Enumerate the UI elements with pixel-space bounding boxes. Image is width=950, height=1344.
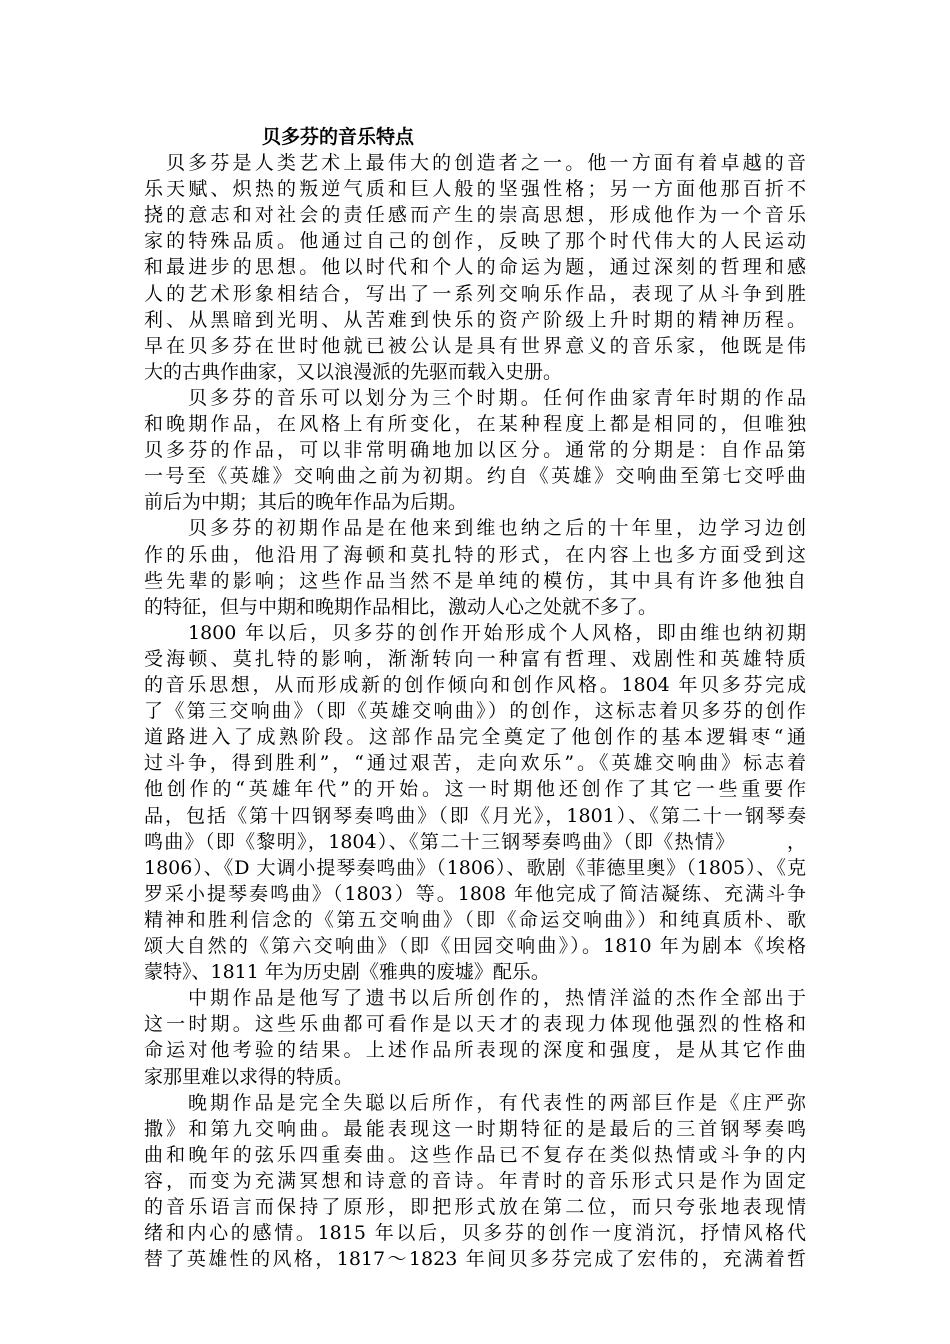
body-text-line: 些先辈的影响；这些作品当然不是单纯的模仿，其中具有许多他独自	[144, 569, 806, 592]
body-text-line: 人的艺术形象相结合，写出了一系列交响乐作品，表现了从斗争到胜	[144, 282, 806, 305]
body-text-line: 贝多芬的音乐可以划分为三个时期。任何作曲家青年时期的作品	[188, 386, 806, 409]
body-text-line: 罗采小提琴奏鸣曲》（1803）等。1808 年他完成了简洁凝练、充满斗争	[144, 882, 806, 905]
body-text-line: 的音乐思想，从而形成新的创作倾向和创作风格。1804 年贝多芬完成	[144, 674, 806, 696]
body-text-line: 曲和晚年的弦乐四重奏曲。这些作品已不复存在类似热情或斗争的内	[144, 1143, 806, 1166]
body-text-line: 受海顿、莫扎特的影响，渐渐转向一种富有哲理、戏剧性和英雄特质	[144, 647, 806, 670]
body-text-line: 早在贝多芬在世时他就已被公认是具有世界意义的音乐家，他既是伟	[144, 334, 806, 357]
body-text-line: 家的特殊品质。他通过自己的创作，反映了那个时代伟大的人民运动	[144, 230, 806, 253]
body-text-line: 替了英雄性的风格，1817～1823 年间贝多芬完成了宏伟的，充满着哲	[144, 1248, 806, 1271]
body-text-line: 撒》和第九交响曲。最能表现这一时期特征的是最后的三首钢琴奏鸣	[144, 1117, 806, 1140]
body-text-line: 命运对他考验的结果。上述作品所表现的深度和强度，是从其它作曲	[144, 1039, 806, 1062]
body-text-line: 家那里难以求得的特质。	[144, 1065, 354, 1088]
body-text-line: 贝多芬是人类艺术上最伟大的创造者之一。他一方面有着卓越的音	[166, 152, 806, 174]
body-text-line: 颂大自然的《第六交响曲》（即《田园交响曲》）。1810 年为剧本《埃格	[144, 935, 806, 957]
body-text-line: 容，而变为充满冥想和诗意的音诗。年青时的音乐形式只是作为固定	[144, 1169, 806, 1192]
body-text-line: 鸣曲》（即《黎明》，1804）、《第二十三钢琴奏鸣曲》（即《热情》 ，	[144, 830, 806, 853]
body-text-line: 过斗争，得到胜利”，“通过艰苦，走向欢乐”。《英雄交响曲》标志着	[144, 752, 806, 775]
body-text-line: 品，包括《第十四钢琴奏鸣曲》（即《月光》，1801）、《第二十一钢琴奏	[144, 804, 806, 827]
body-text-line: 他创作的“英雄年代”的开始。这一时期他还创作了其它一些重要作	[144, 778, 806, 801]
body-text-line: 精神和胜利信念的《第五交响曲》（即《命运交响曲》）和纯真质朴、歌	[144, 908, 806, 931]
body-text-line: 乐天赋、炽热的叛逆气质和巨人般的坚强性格；另一方面他那百折不	[144, 178, 806, 201]
body-text-line: 道路进入了成熟阶段。这部作品完全奠定了他创作的基本逻辑枣“通	[144, 726, 806, 749]
body-text-line: 挠的意志和对社会的责任感而产生的崇高思想，形成他作为一个音乐	[144, 204, 806, 227]
body-text-line: 的音乐语言而保持了原形，即把形式放在第二位，而只夸张地表现情	[144, 1196, 806, 1218]
body-text-line: 贝多芬的初期作品是在他来到维也纳之后的十年里，边学习边创	[188, 517, 806, 540]
body-text-line: 1800 年以后，贝多芬的创作开始形成个人风格，即由维也纳初期	[188, 621, 806, 644]
body-text-line: 作的乐曲，他沿用了海顿和莫扎特的形式，在内容上也多方面受到这	[144, 543, 806, 566]
body-text-line: 大的古典作曲家，又以浪漫派的先驱而载入史册。	[144, 360, 563, 383]
body-text-line: 前后为中期；其后的晚年作品为后期。	[144, 491, 468, 514]
body-text-line: 晚期作品是完全失聪以后所作，有代表性的两部巨作是《庄严弥	[188, 1091, 806, 1114]
body-text-line: 的特征，但与中期和晚期作品相比，激动人心之处就不多了。	[144, 595, 658, 618]
body-text-line: 贝多芬的作品，可以非常明确地加以区分。通常的分期是：自作品第	[144, 439, 806, 462]
body-text-line: 一号至《英雄》交响曲之前为初期。约自《英雄》交响曲至第七交呼曲	[144, 465, 806, 488]
body-text-line: 和最进步的思想。他以时代和个人的命运为题，通过深刻的哲理和感	[144, 256, 806, 279]
body-text-line: 中期作品是他写了遗书以后所创作的，热情洋溢的杰作全部出于	[188, 987, 806, 1010]
document-title: 贝多芬的音乐特点	[262, 126, 415, 148]
body-text-line: 绪和内心的感情。1815 年以后，贝多芬的创作一度消沉，抒情风格代	[144, 1222, 806, 1245]
body-text-line: 这一时期。这些乐曲都可看作是以天才的表现力体现他强烈的性格和	[144, 1013, 806, 1036]
body-text-line: 蒙特》、1811 年为历史剧《雅典的废墟》配乐。	[144, 961, 550, 984]
body-text-line: 1806）、《D 大调小提琴奏鸣曲》（1806）、歌剧《菲德里奥》（1805）、《克	[144, 856, 806, 879]
body-text-line: 和晚期作品，在风格上有所变化，在某种程度上都是相同的，但唯独	[144, 413, 806, 435]
body-text-line: 利、从黑暗到光明、从苦难到快乐的资产阶级上升时期的精神历程。	[144, 308, 806, 331]
body-text-line: 了《第三交响曲》（即《英雄交响曲》）的创作，这标志着贝多芬的创作	[144, 700, 806, 723]
